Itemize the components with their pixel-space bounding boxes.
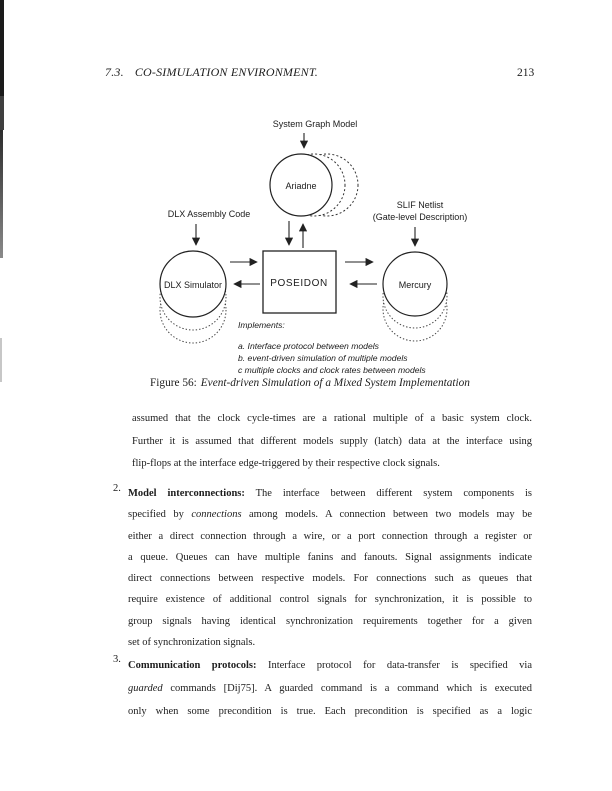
implements-heading: Implements: (238, 320, 285, 330)
text-segment: among models. A connection between two models may be (241, 509, 532, 521)
text-segment: Interface protocol for data-transfer is specified via (256, 660, 532, 671)
text-line (128, 526, 532, 547)
running-header (105, 65, 318, 80)
text-segment: commands [Dij75]. A guarded command is a command which is executed (162, 683, 532, 694)
implements-item-a: a. Interface protocol between models (238, 341, 379, 351)
text-line (132, 453, 532, 476)
text-segment: specified by (128, 509, 192, 521)
list-item-3-number: 3. (113, 654, 121, 665)
implements-item-c: c multiple clocks and clock rates between models (238, 365, 426, 375)
label-gate-level-description: (Gate-level Description) (372, 212, 468, 222)
text-segment: flip-flops at the interface edge-triggered by their respective clock signals. (132, 458, 440, 469)
text-segment: require existence of additional control signals for synchronization, it is possible to (128, 594, 532, 606)
text-segment: guarded (128, 683, 163, 694)
list-item-3-text (128, 654, 532, 723)
paragraph-continuation (132, 408, 532, 476)
label-mercury: Mercury (398, 280, 432, 290)
text-line (128, 654, 532, 677)
list-item-2-text (128, 483, 532, 653)
text-segment: only when some precondition is true. Each precondition is specified as a logic (128, 706, 532, 717)
figure-caption-text: Event-driven Simulation of a Mixed System Implementation (200, 377, 470, 389)
text-line (128, 483, 532, 504)
text-segment: The interface between different system components is (244, 488, 532, 499)
list-item-2-number: 2. (113, 483, 121, 494)
label-dlx-assembly-code: DLX Assembly Code (167, 209, 251, 219)
text-segment: direct connections between respective models. For connections such as queues that (128, 573, 532, 585)
label-ariadne: Ariadne (285, 181, 317, 191)
text-segment: Further it is assumed that different models supply (latch) data at the interface using (132, 435, 532, 447)
label-system-graph-model: System Graph Model (272, 119, 358, 129)
text-segment: group signals having identical synchronization requirements together for a given (128, 615, 532, 627)
text-segment: Model interconnections: (128, 488, 245, 499)
label-dlx-simulator: DLX Simulator (163, 280, 223, 290)
page-number: 213 (517, 67, 535, 79)
implements-item-b: b. event-driven simulation of multiple models (238, 353, 408, 363)
text-segment: connections (191, 509, 242, 521)
text-segment: assumed that the clock cycle-times are a rational multiple of a basic system clock. (132, 413, 532, 424)
text-line (128, 700, 532, 723)
text-line (128, 547, 532, 568)
text-segment: a queue. Queues can have multiple fanins and fanouts. Signal assignments indicate (128, 551, 532, 563)
text-segment: either a direct connection through a wire, or a port connection through a register or (128, 530, 532, 542)
figure-diagram (0, 110, 612, 378)
text-line (128, 677, 532, 700)
section-title: CO-SIMULATION ENVIRONMENT. (134, 65, 319, 79)
text-line (128, 568, 532, 589)
text-segment: set of synchronization signals. (128, 637, 256, 649)
text-line (128, 632, 532, 653)
text-line (128, 504, 532, 525)
text-line (128, 589, 532, 610)
figure-caption-label: Figure 56: (150, 377, 197, 389)
figure-caption (90, 377, 530, 389)
text-line (132, 431, 532, 454)
label-poseidon: POSEIDON (270, 278, 328, 289)
label-slif-netlist: SLIF Netlist (396, 200, 444, 210)
text-line (128, 611, 532, 632)
scan-artifact-strip (0, 0, 4, 96)
section-number: 7.3. (105, 65, 124, 79)
text-segment: Communication protocols: (128, 660, 257, 671)
text-line (132, 408, 532, 431)
